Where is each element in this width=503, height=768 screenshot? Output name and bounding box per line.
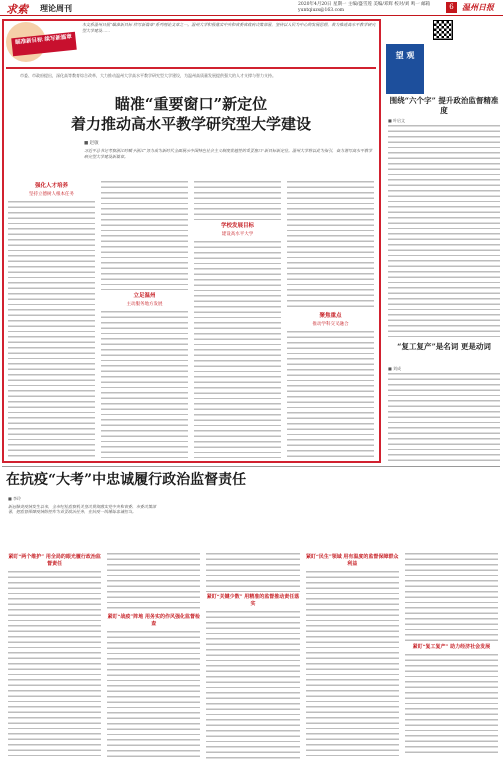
body-column [194,180,281,458]
abstract: 习近平总书记考察浙江时赋予浙江“努力成为新时代全面展示中国特色社会主义制度优越性的重要窗口”新目标新定位。温州大学将以此为指引，奋力谱写高水平教学研究型大学建设新篇章。 [84,148,373,159]
subheading-sub: 推动学科交叉融合 [312,322,349,327]
top-story-body [8,180,374,458]
subheading-sub: 建设高水平大学 [221,232,254,237]
body-column [287,180,374,458]
subheading: 紧盯“关键少数” 用精准的监督推动责任落实 [206,594,300,607]
body-text-block [8,570,101,760]
body-text-block [306,570,399,760]
body-text-block [194,180,281,220]
bottom-story-body [8,552,498,764]
body-column [206,552,299,764]
page-number: 6 [446,2,457,13]
body-column [8,180,95,458]
body-column [306,552,399,764]
body-column [107,552,200,764]
subheading: 学校发展目标 [220,223,254,229]
subheading: 紧盯“复工复产” 助力经济社会发展 [412,644,491,650]
body-column [8,552,101,764]
body-text-block [101,310,188,458]
subheading-sub: 主动服务地方发展 [126,302,163,307]
commentary-body [388,124,500,340]
bottom-headline: 在抗疫“大考”中忠诚履行政治监督责任 [6,472,247,488]
subheading-sub: 坚持立德树人根本任务 [29,192,74,197]
column-logo: 望 观 [386,44,424,94]
body-text-block [194,240,281,458]
body-text-block [287,330,374,458]
kicker: 市委、市政府提出，深化高等教育综合改革，大力推动温州大学高水平教学研究型大学建设，为温州高质量发展提供强大的人才支撑与智力支持。 [20,73,276,78]
top-headline [6,94,376,134]
commentary-author: ■ 叶启文 [388,118,406,123]
subheading: 紧盯“两个维护” 用全局的眼光履行政治监督责任 [8,554,101,567]
commentary-body-2 [388,372,500,462]
qr-code-icon [433,20,453,40]
body-text-block [405,552,498,642]
series-badge: 瞄准新目标 续写新篇章 [11,32,77,57]
body-text-block [405,653,498,753]
body-text-block [206,610,299,760]
body-text-block [8,200,95,458]
body-text-block [107,552,200,612]
commentary-title-2: “复工复产”是名词 更是动词 [397,342,491,351]
commentary-title: 围绕“六个字” 提升政治监督精准度 [389,96,499,115]
divider [6,67,376,69]
commentary-author-2: ■ 刘成 [388,366,402,371]
headline-line-2: 着力推动高水平教学研究型大学建设 [70,115,311,133]
headline-line-1: 瞄准“重要窗口”新定位 [114,95,268,113]
body-text-block [287,180,374,310]
subheading: 聚焦重点 [319,313,342,319]
divider [2,466,500,467]
body-column [405,552,498,764]
body-text-block [388,372,500,462]
body-column [101,180,188,458]
subheading: 紧盯“战疫”阵地 用务实的作风强化监督检查 [107,614,201,627]
newspaper-name: 温州日报 [462,2,494,12]
bottom-author: ■ 李玲 [8,496,22,501]
subheading: 强化人才培养 [34,183,68,189]
body-text-block [388,124,500,340]
section-name: 理论周刊 [40,3,72,13]
byline: ■ 赵敏 [84,141,99,146]
body-text-block [107,630,200,760]
subheading: 立足温州 [133,293,156,299]
body-text-block [101,180,188,290]
issue-meta: 2020年4月20日 星期一 主编/盛雪莲 美编/邓辉 校对/刘 鸣一 邮箱 yuntqiuzs@163.com [298,2,431,13]
subheading: 紧盯“民生”领域 用有温度的监督保障群众利益 [305,554,399,567]
body-text-block [206,552,299,592]
masthead-logo: 求索 [6,3,28,16]
bottom-intro: 新冠肺炎疫情发生以来，全市纪检监察机关坚决贯彻落实党中央和省委、市委决策部署，把监督保障疫情防控作为首要政治任务，在抗疫一线锤炼忠诚担当。 [8,504,156,515]
series-intro: 本文系温州日报“瞄准新目标 续写新篇章”系列理论文章之一。温州大学积极落实中央和省委省政府决策部署，坚持以人民为中心的发展思想，着力推进高水平教学研究型大学建设…… [82,22,376,33]
masthead [0,0,503,16]
